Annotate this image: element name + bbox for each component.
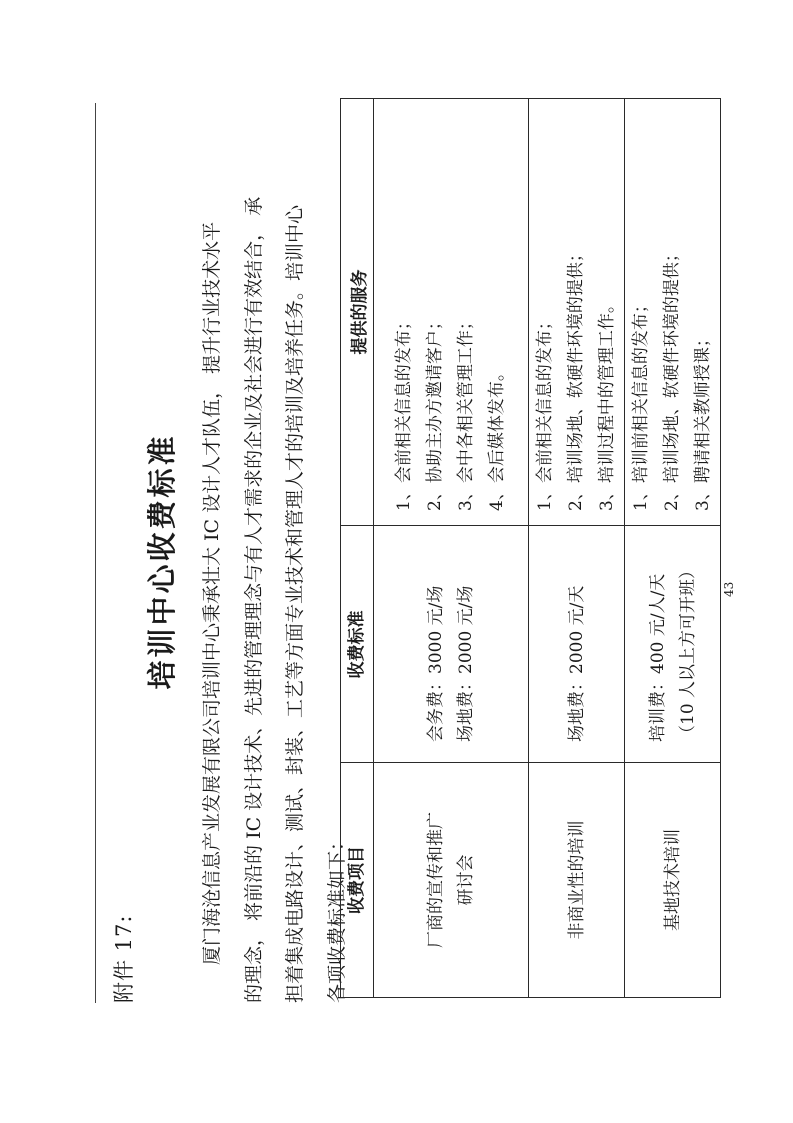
fee-item-cell (625, 763, 721, 998)
fee-standard-cell (529, 526, 625, 763)
service-text: 2、协助主办方邀请客户； (425, 313, 445, 511)
intro-line: 担着集成电路设计、测试、封装、工艺等方面专业技术和管理人才的培训及培养任务。培训中心 (284, 204, 306, 1003)
fee-standard-cell (374, 526, 529, 763)
fee-standard-text: （10 人以上方可开班） (677, 561, 698, 742)
service-text: 2、培训场地、软硬件环境的提供； (566, 245, 586, 511)
service-text: 3、培训过程中的管理工作。 (597, 296, 617, 511)
service-text: 1、会前相关信息的发布； (535, 313, 555, 511)
fee-table (340, 98, 721, 998)
services-cell (374, 99, 529, 526)
annex-label: 附件 17: (112, 914, 136, 1003)
service-text: 1、会前相关信息的发布； (394, 313, 414, 511)
header-fee-item: 收费项目 (341, 763, 374, 998)
service-text: 2、培训场地、软硬件环境的提供； (662, 245, 682, 511)
header-fee-standard: 收费标准 (341, 526, 374, 763)
table-row (374, 99, 529, 998)
service-text: 3、聘请相关教师授课； (693, 330, 713, 511)
intro-paragraph (192, 98, 358, 1003)
fee-standard-text: 培训费：400 元/人/天 (647, 573, 668, 742)
fee-item-cell (374, 763, 529, 998)
page-number: 43 (722, 581, 736, 597)
service-text: 3、会中各相关管理工作； (456, 313, 476, 511)
services-cell (529, 99, 625, 526)
service-text: 4、会后媒体发布。 (487, 364, 507, 511)
intro-line: 厦门海沧信息产业发展有限公司培训中心秉承壮大 IC 设计人才队伍， 提升行业技术水平 (201, 221, 223, 965)
fee-standard-text: 场地费：2000 元/天 (566, 585, 587, 742)
fee-standard-cell (625, 526, 721, 763)
page-title: 培训中心收费标准 (145, 433, 179, 690)
fee-item-cell (529, 763, 625, 998)
fee-item-text: 基地技术培训 (662, 829, 683, 931)
fee-standard-text: 会务费：3000 元/场 (426, 585, 446, 742)
services-cell (625, 99, 721, 526)
table-row (529, 99, 625, 998)
fee-item-text: 研讨会 (456, 854, 476, 906)
header-services: 提供的服务 (341, 99, 374, 526)
intro-line: 的理念， 将前沿的 IC 设计技术、先进的管理理念与有人才需求的企业及社会进行有效结合， 承 (242, 196, 265, 1003)
table-header-row (341, 99, 374, 998)
intro-line: 各项收费标准如下： (325, 831, 348, 1003)
table-row (625, 99, 721, 998)
fee-standard-text: 场地费：2000 元/场 (456, 585, 476, 742)
service-text: 1、培训前相关信息的发布； (631, 296, 651, 511)
fee-item-text: 厂商的宣传和推广 (426, 812, 446, 948)
top-rule (95, 103, 96, 1003)
fee-item-text: 非商业性的培训 (566, 820, 587, 940)
